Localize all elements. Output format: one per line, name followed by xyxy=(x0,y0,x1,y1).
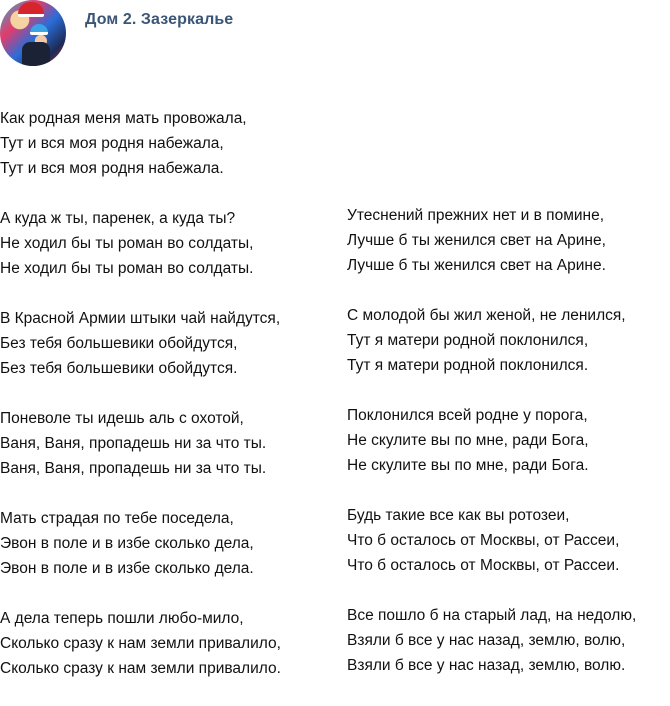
poem-line: Без тебя большевики обойдутся. xyxy=(0,360,238,377)
poem-stanza xyxy=(347,603,670,678)
poem-left-column xyxy=(0,106,340,706)
poem-stanza xyxy=(347,503,670,578)
poem-stanza xyxy=(0,306,340,381)
group-avatar[interactable] xyxy=(0,0,66,66)
poem-stanza xyxy=(0,506,340,581)
poem-line: Ваня, Ваня, пропадешь ни за что ты. xyxy=(0,460,267,477)
poem-line: Тут я матери родной поклонился. xyxy=(347,357,589,374)
santa-hat-decoration xyxy=(18,2,44,17)
poem-line: Взяли б все у нас назад, землю, волю, xyxy=(347,632,626,649)
poem-line: Лучше б ты женился свет на Арине. xyxy=(347,257,606,274)
poem-line: Не скулите вы по мне, ради Бога, xyxy=(347,432,589,449)
poem-line: С молодой бы жил женой, не ленился, xyxy=(347,307,626,324)
poem-line: Сколько сразу к нам земли привалило. xyxy=(0,660,281,677)
poem-stanza xyxy=(347,303,670,378)
poem-line: Поклонился всей родне у порога, xyxy=(347,407,588,424)
poem-line: Будь такие все как вы ротозеи, xyxy=(347,507,570,524)
poem-line: Что б осталось от Москвы, от Рассеи, xyxy=(347,532,620,549)
poem-line: Все пошло б на старый лад, на недолю, xyxy=(347,607,637,624)
poem-line: Сколько сразу к нам земли привалило, xyxy=(0,635,281,652)
poem-line: Без тебя большевики обойдутся, xyxy=(0,335,238,352)
poem-stanza xyxy=(0,206,340,281)
poem-stanza xyxy=(347,203,670,278)
poem-right-column xyxy=(347,203,670,703)
santa-hat-decoration-small xyxy=(30,24,48,35)
poem-line: А дела теперь пошли любо-мило, xyxy=(0,610,244,627)
poem-line: Тут и вся моя родня набежала. xyxy=(0,160,224,177)
poem-line: Поневоле ты идешь аль с охотой, xyxy=(0,410,244,427)
poem-stanza xyxy=(347,403,670,478)
poem-line: Эвон в поле и в избе сколько дела, xyxy=(0,535,254,552)
avatar-figure xyxy=(22,42,50,66)
poem-line: Тут и вся моя родня набежала, xyxy=(0,135,224,152)
group-title-link[interactable]: Дом 2. Зазеркалье xyxy=(85,11,234,28)
poem-line: В Красной Армии штыки чай найдутся, xyxy=(0,310,281,327)
poem-line: Лучше б ты женился свет на Арине, xyxy=(347,232,606,249)
poem-line: Ваня, Ваня, пропадешь ни за что ты. xyxy=(0,435,267,452)
poem-line: Как родная меня мать провожала, xyxy=(0,110,247,127)
poem-line: Эвон в поле и в избе сколько дела. xyxy=(0,560,254,577)
poem-line: Утеснений прежних нет и в помине, xyxy=(347,207,604,224)
poem-stanza xyxy=(0,106,340,181)
poem-stanza xyxy=(0,406,340,481)
poem-line: Что б осталось от Москвы, от Рассеи. xyxy=(347,557,620,574)
poem-line: Не скулите вы по мне, ради Бога. xyxy=(347,457,589,474)
poem-line: Мать страдая по тебе поседела, xyxy=(0,510,234,527)
poem-line: А куда ж ты, паренек, а куда ты? xyxy=(0,210,236,227)
poem-line: Взяли б все у нас назад, землю, волю. xyxy=(347,657,626,674)
poem-stanza xyxy=(0,606,340,681)
poem-line: Не ходил бы ты роман во солдаты, xyxy=(0,235,254,252)
poem-line: Не ходил бы ты роман во солдаты. xyxy=(0,260,254,277)
poem-line: Тут я матери родной поклонился, xyxy=(347,332,589,349)
